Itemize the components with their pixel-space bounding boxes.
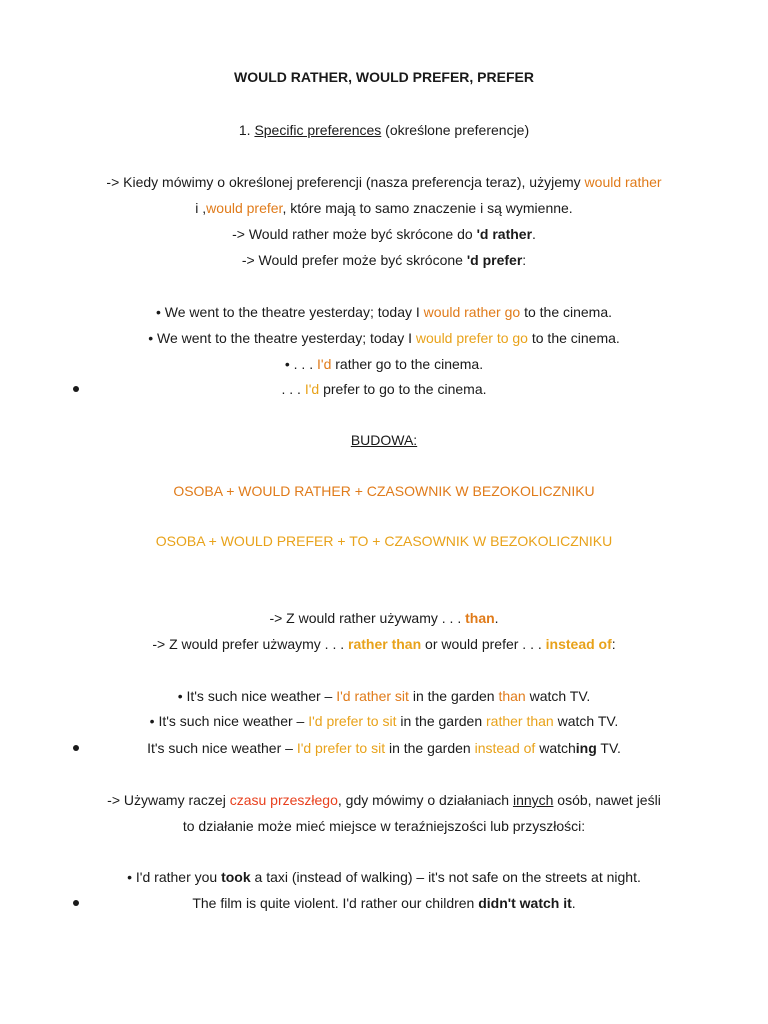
example-5: • It's such nice weather – I'd rather sit in the garden than watch TV. [177, 688, 591, 704]
intro-line-2: i ,would prefer, które mają to samo znaczenie i są wymienne. [195, 200, 573, 216]
page-title: WOULD RATHER, WOULD PREFER, PREFER [234, 69, 534, 85]
intro-line-1: -> Kiedy mówimy o określonej preferencji (nasza preferencja teraz), użyjemy would rather [106, 174, 662, 190]
formula-would-prefer: OSOBA + WOULD PREFER + TO + CZASOWNIK W BEZOKOLICZNIKU [155, 533, 613, 549]
section-heading: 1. Specific preferences (określone preferencje) [238, 122, 530, 138]
section-heading-link: Specific preferences [254, 122, 382, 138]
example-9: The film is quite violent. I'd rather our children didn't watch it. [192, 895, 576, 911]
than-rule-2: -> Z would prefer użwaymy . . . rather than or would prefer . . . instead of: [152, 636, 616, 652]
past-rule-line-1: -> Używamy raczej czasu przeszłego, gdy mówimy o działaniach innych osób, nawet jeśli [107, 792, 661, 808]
intro-line-3: -> Would rather może być skrócone do 'd rather. [232, 226, 536, 242]
formula-would-rather: OSOBA + WOULD RATHER + CZASOWNIK W BEZOKOLICZNIKU [173, 483, 595, 499]
example-1: • We went to the theatre yesterday; today I would rather go to the cinema. [155, 304, 613, 320]
example-8: • I'd rather you took a taxi (instead of walking) – it's not safe on the streets at night. [127, 869, 641, 885]
budowa-heading: BUDOWA: [350, 432, 418, 448]
example-6: • It's such nice weather – I'd prefer to sit in the garden rather than watch TV. [149, 713, 619, 729]
example-3: • . . . I'd rather go to the cinema. [284, 356, 484, 372]
intro-line-4: -> Would prefer może być skrócone 'd prefer: [241, 252, 527, 268]
example-2: • We went to the theatre yesterday; today I would prefer to go to the cinema. [148, 330, 620, 346]
example-7: It's such nice weather – I'd prefer to sit in the garden instead of watching TV. [147, 740, 621, 756]
example-4: . . . I'd prefer to go to the cinema. [281, 381, 487, 397]
past-rule-line-2: to działanie może mieć miejsce w teraźniejszości lub przyszłości: [182, 818, 586, 834]
than-rule-1: -> Z would rather używamy . . . than. [269, 610, 499, 626]
